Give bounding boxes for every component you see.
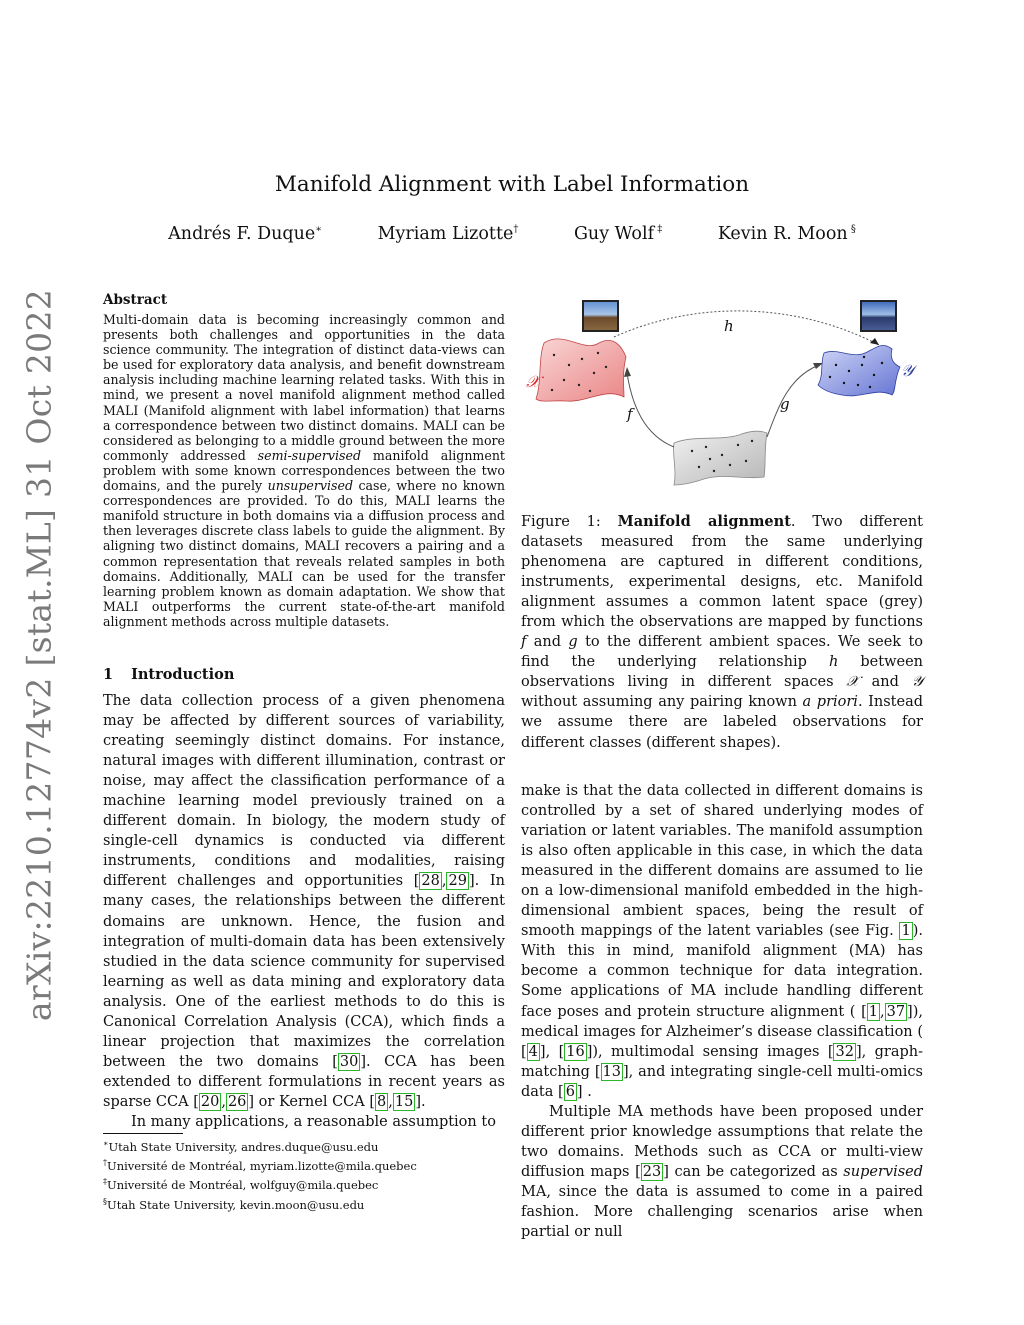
section-heading-introduction (103, 666, 505, 683)
paragraph: Multiple MA methods have been proposed under different prior knowledge assumptions that relate the two domains. Methods such as CCA or multi-view diffusion maps [ 23 ] can be categorized as supervised MA, since the data is assumed to come in a paired fashion. More challenging scenarios arise when partial or null (521, 1103, 924, 1241)
photo-thumbnail-left (583, 301, 618, 331)
citation-link[interactable]: 20 (200, 1093, 220, 1110)
manifold-x-surface (536, 339, 626, 401)
footnote: ‡Université de Montréal, wolfguy@mila.quebec (103, 1177, 379, 1193)
citation-link[interactable]: 8 (377, 1093, 387, 1110)
footnote: §Utah State University, kevin.moon@usu.edu (103, 1196, 365, 1212)
citation-link[interactable]: 30 (339, 1053, 359, 1070)
author: Myriam Lizotte† (377, 224, 519, 244)
paragraph: make is that the data collected in different domains is controlled by a set of shared underlying modes of variation or latent variables. The manifold assumption is also often applicable in this case, in which the data measured in the different domains are assumed to lie on a low-dimensional manifold embedded in the high-dimensional ambient spaces, being the result of smooth mappings of the latent variables (see Fig. 1 ). With this in mind, manifold alignment (MA) has become a common technique for data integration. Some applications of MA include handling different face poses and protein structure alignment ( [ 1 , 37 ]), medical images for Alzheimer’s disease classification ( [ 4 ], [ 16 ]), multimodal sensing images [ 32 ], graph-matching [ 13 ], and integrating single-cell multi-omics data [ 6 ] . (521, 783, 923, 1100)
section-title: Introduction (131, 666, 235, 683)
figure-reference-link[interactable]: 1 (901, 923, 911, 940)
photo-thumbnail-right (861, 301, 896, 331)
footnote: ∗Utah State University, andres.duque@usu.edu (103, 1139, 379, 1154)
paragraph: In many applications, a reasonable assumption to (131, 1113, 496, 1130)
label-y: 𝒴 (901, 361, 914, 380)
footnote: †Université de Montréal, myriam.lizotte@mila.quebec (103, 1158, 417, 1174)
figure-caption: Figure 1: Manifold alignment. Two different datasets measured from the same underlying phenomena are captured in different conditions, instruments, experimental designs, etc. Manifold alignment assumes a common latent space (grey) from which the observations are mapped by functions f and g to the different ambient spaces. We seek to find the underlying relationship h between observations living in different spaces 𝒳 and 𝒴 without assuming any pairing known a priori. Instead we assume there are labeled observations for different classes (different shapes). (521, 513, 924, 751)
author: Andrés F. Duque∗ (168, 224, 323, 244)
citation-link[interactable]: 37 (886, 1003, 906, 1020)
arxiv-identifier (18, 288, 60, 1022)
citation-link[interactable]: 13 (602, 1063, 621, 1080)
citation-link[interactable]: 32 (835, 1043, 854, 1060)
figure-manifold-alignment (524, 295, 924, 500)
author-list (0, 224, 1024, 244)
label-f: f (627, 405, 633, 423)
paragraph: The data collection process of a given phenomena may be affected by different sources of variability, creating seemingly distinct domains. For instance, natural images with different illumination, contrast or noise, may affect the classification performance of a machine learning model previously trained on a different domain. In biology, the modern study of single-cell dynamics is conducted via different instruments, conditions and modalities, raising different challenges and opportunities [ 28 , 29 ]. In many cases, the relationships between the different domains are unknown. Hence, the fusion and integration of multi-domain data has been extensively studied in the data science community for supervised learning as well as data mining and exploratory data analysis. One of the earliest methods to do this is Canonical Correlation Analysis (CCA), which finds a linear projection that maximizes the correlation between the two domains [ 30 ]. CCA has been extended to different formulations in recent years as sparse CCA [ 20 , 26 ] or Kernel CCA [ 8 , 15 ]. (103, 693, 505, 1110)
label-x: 𝒳 (526, 372, 540, 391)
author: Kevin R. Moon § (717, 224, 856, 244)
latent-space-surface (674, 431, 767, 485)
arrow-h (614, 311, 879, 345)
label-g: g (780, 395, 790, 413)
right-column-text (521, 781, 923, 1242)
abstract-heading: Abstract (103, 292, 168, 308)
citation-link[interactable]: 1 (868, 1003, 878, 1020)
paper-title: Manifold Alignment with Label Information (274, 172, 750, 197)
citation-link[interactable]: 26 (227, 1093, 247, 1110)
section-number: 1 (103, 666, 114, 683)
introduction-text (103, 691, 505, 1132)
citation-link[interactable]: 4 (528, 1043, 538, 1060)
manifold-y-surface (818, 345, 900, 395)
citation-link[interactable]: 29 (448, 873, 467, 890)
footnotes (103, 1136, 505, 1213)
citation-link[interactable]: 28 (421, 873, 440, 890)
arrow-f (627, 373, 674, 447)
arrow-g (767, 365, 819, 437)
arxiv-identifier-text: arXiv:2210.12774v2 [stat.ML] 31 Oct 2022 (19, 288, 59, 1022)
citation-link[interactable]: 23 (642, 1163, 662, 1180)
citation-link[interactable]: 6 (565, 1083, 575, 1100)
abstract-text: Multi-domain data is becoming increasingly common and presents both challenges and opportunities in the data science community. The integration of distinct data-views can be used for exploratory data analysis, and benefit downstream analysis including machine learning related tasks. With this in mind, we present a novel manifold alignment method called MALI (Manifold alignment with label information) that learns a correspondence between two distinct domains. MALI can be considered as belonging to a middle ground between the more commonly addressed semi-supervised manifold alignment problem with some known correspondences between the two domains, and the purely unsupervised case, where no known correspondences are provided. To do this, MALI learns the manifold structure in both domains via a diffusion process and then leverages discrete class labels to guide the alignment. By aligning two distinct domains, MALI recovers a pairing and a common representation that reveals related samples in both domains. Additionally, MALI can be used for the transfer learning problem known as domain adaptation. We show that MALI outperforms the current state-of-the-art manifold alignment methods across multiple datasets. (103, 312, 506, 629)
arrow-f-head (624, 367, 631, 377)
label-h: h (724, 317, 734, 335)
author: Guy Wolf ‡ (573, 224, 663, 244)
citation-link[interactable]: 15 (394, 1093, 414, 1110)
footnote-rule (103, 1133, 183, 1134)
citation-link[interactable]: 16 (566, 1043, 585, 1060)
